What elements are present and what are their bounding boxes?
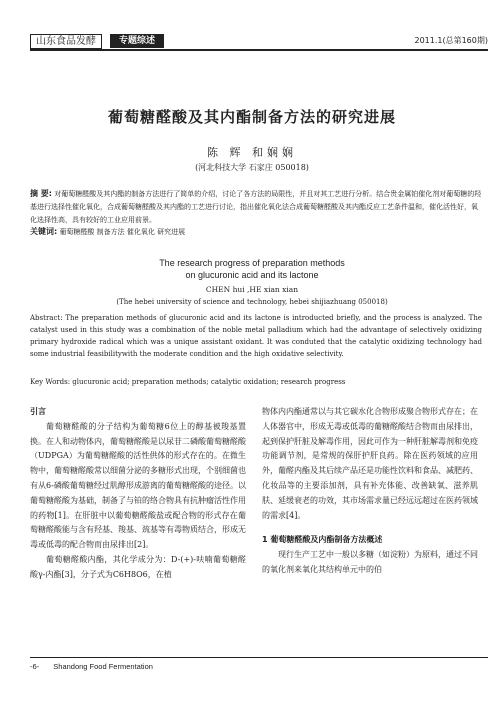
section-heading-1: 1 葡萄糖醛酸及内酯制备方法概述	[262, 535, 383, 545]
column-label: 专题综述	[110, 34, 164, 48]
body-paragraph: 葡萄糖醛酸的分子结构为葡萄糖6位上的醇基被羧基置换。在人和动物体内，葡萄糖醛酸是以尿苷二磷酸葡萄糖醛酸（UDPGA）为葡萄糖醛酸的活性供体的形式存在的。在微生物中，葡萄糖醛酸常以细菌分泌的多糖形式出现，个别细菌也有从6-磷酸葡萄糖经过肌醇形成游离的葡萄糖醛酸的途径。以葡萄糖醛酸为基础，制备了与铂的络合物具有抗肿瘤活性作用的药物[1]。在肝脏中以葡萄糖醛酸盐或配合物的形式存在葡萄糖醛酸能与含有羟基、羧基、巯基等有毒物质结合，形成无毒或低毒的配合物而由尿排出[2]。	[30, 421, 246, 550]
footer-journal: Shandong Food Fermentation	[53, 662, 153, 671]
keywords-cn-label: 关键词:	[30, 227, 58, 236]
body-paragraph: 现行生产工艺中一般以多糖（如淀粉）为原料，通过不同的氧化剂来氧化其结构单元中的伯	[262, 550, 478, 574]
abstract-cn-label: 摘 要:	[30, 189, 52, 198]
section-heading-intro: 引言	[30, 407, 46, 416]
running-header	[30, 34, 488, 51]
journal-name: 山东食品发酵	[30, 34, 102, 49]
body-paragraph: 葡萄糖醛酸内酯，其化学成分为：D-(+)-呋喃葡萄糖醛酸γ-内酯[3]，分子式为C6H8O6，在植	[30, 554, 246, 579]
english-title-line1: The research progress of preparation methods	[159, 258, 345, 268]
keywords-cn	[30, 226, 482, 237]
abstract-cn	[30, 187, 482, 227]
english-keywords: Key Words: glucuronic acid; preparation methods; catalytic oxidation; research progress	[30, 378, 346, 386]
body-right-column	[262, 405, 478, 578]
affiliation: (河北科技大学 石家庄 050018)	[195, 163, 309, 172]
english-abstract: Abstract: The preparation methods of glucuronic acid and its lactone is introducted briefly, and the process is analyzed. The catalyst used in this study was a combination of the noble metal palladium which had the advantage of selectively oxidizing primary hydroxide radical which was a unique assistant oxidant. It was conduted that the catalytic oxidizing technology had some industrial feasibilitywith the moderate condition and the high oxidative selectivity.	[30, 314, 482, 358]
english-title-line2: on glucuronic acid and its lactone	[185, 270, 319, 280]
authors: 陈 辉 和娴娴	[207, 146, 297, 159]
abstract-cn-text: 对葡萄糖醛酸及其内酯的制备方法进行了简单的介绍，讨论了各方法的局限性，并且对其工艺进行分析。结合贵金属铂催化剂对葡萄糖的羟基进行选择性催化氧化，合成葡萄糖醛酸及其内酯的工艺进行讨论，指出催化氧化法合成葡萄糖醛酸及其内酯反应工艺条件温和，催化活性好，氧化选择性高，具有较好的工业应用前景。	[30, 190, 482, 224]
article-title: 葡萄糖醛酸及其内酯制备方法的研究进展	[107, 108, 396, 126]
body-paragraph: 物体内内酯通常以与其它碳水化合物形成聚合物形式存在；在人体器官中，形成无毒或低毒的葡糖醛酸结合物而由尿排出，起到保护肝脏及解毒作用，因此可作为一种肝脏解毒剂和免疫功能调节剂，是常规的保肝护肝良药。除在医药领域的应用外，葡醛内酯及其后续产品还是功能性饮料和食品、减肥药、化妆品等的主要添加剂，具有补充体能、改善缺氧、滋养肌肤、延缓衰老的功效，其市场需求量已经远远超过在医药领域的需求[4]。	[262, 407, 478, 520]
page-footer	[30, 657, 488, 671]
keywords-cn-text: 葡萄糖醛酸 制备方法 催化氧化 研究进展	[59, 228, 186, 236]
page-number: -6-	[30, 662, 40, 671]
english-affiliation: (The hebei university of science and technology, hebei shijiazhuang 050018)	[116, 298, 388, 306]
english-title	[0, 257, 504, 281]
english-authors: CHEN hui ,HE xian xian	[205, 285, 299, 294]
issue-number: 2011.1(总第160期)	[414, 36, 488, 45]
body-left-column	[30, 405, 246, 583]
